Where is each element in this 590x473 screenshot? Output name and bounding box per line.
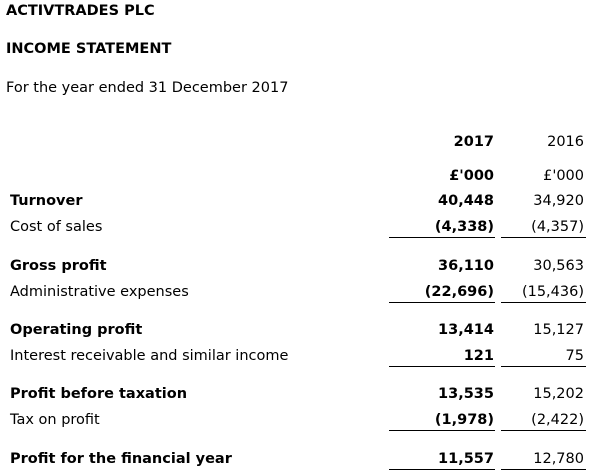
row-label-cost-of-sales: Cost of sales bbox=[10, 219, 103, 235]
column-header-2017: 2017 bbox=[453, 134, 494, 150]
row-label-operating-profit: Operating profit bbox=[10, 322, 143, 338]
subtotal-rule-2017 bbox=[389, 237, 495, 238]
unit-label-2017: £'000 bbox=[449, 168, 494, 184]
row-label-profit-for-the-financial-year: Profit for the financial year bbox=[10, 451, 232, 467]
subtotal-rule-2016 bbox=[501, 302, 586, 303]
total-rule-2017 bbox=[389, 469, 495, 470]
row-value-2017-cost-of-sales: (4,338) bbox=[434, 219, 494, 235]
row-label-interest-receivable: Interest receivable and similar income bbox=[10, 348, 289, 364]
row-value-2016-interest-receivable: 75 bbox=[565, 348, 584, 364]
row-value-2017-profit-for-the-financial-year: 11,557 bbox=[438, 451, 494, 467]
row-value-2017-administrative-expenses: (22,696) bbox=[424, 284, 494, 300]
row-value-2016-administrative-expenses: (15,436) bbox=[521, 284, 584, 300]
row-value-2016-cost-of-sales: (4,357) bbox=[531, 219, 584, 235]
row-value-2016-gross-profit: 30,563 bbox=[533, 258, 584, 274]
row-value-2017-profit-before-taxation: 13,535 bbox=[438, 386, 494, 402]
row-value-2016-tax-on-profit: (2,422) bbox=[531, 412, 584, 428]
subtotal-rule-2017 bbox=[389, 430, 495, 431]
row-value-2017-gross-profit: 36,110 bbox=[438, 258, 494, 274]
row-label-tax-on-profit: Tax on profit bbox=[10, 412, 100, 428]
subtotal-rule-2017 bbox=[389, 366, 495, 367]
subtotal-rule-2016 bbox=[501, 430, 586, 431]
row-value-2017-operating-profit: 13,414 bbox=[438, 322, 494, 338]
total-rule-2016 bbox=[501, 469, 586, 470]
row-value-2016-profit-before-taxation: 15,202 bbox=[533, 386, 584, 402]
row-label-gross-profit: Gross profit bbox=[10, 258, 107, 274]
statement-period: For the year ended 31 December 2017 bbox=[6, 80, 289, 96]
unit-label-2016: £'000 bbox=[543, 168, 584, 184]
row-value-2017-interest-receivable: 121 bbox=[463, 348, 494, 364]
row-value-2017-tax-on-profit: (1,978) bbox=[434, 412, 494, 428]
row-label-profit-before-taxation: Profit before taxation bbox=[10, 386, 188, 402]
statement-title: INCOME STATEMENT bbox=[6, 41, 172, 57]
subtotal-rule-2016 bbox=[501, 237, 586, 238]
column-header-2016: 2016 bbox=[547, 134, 584, 150]
row-value-2017-turnover: 40,448 bbox=[438, 193, 494, 209]
row-value-2016-profit-for-the-financial-year: 12,780 bbox=[533, 451, 584, 467]
row-value-2016-operating-profit: 15,127 bbox=[533, 322, 584, 338]
subtotal-rule-2016 bbox=[501, 366, 586, 367]
row-label-administrative-expenses: Administrative expenses bbox=[10, 284, 189, 300]
row-value-2016-turnover: 34,920 bbox=[533, 193, 584, 209]
subtotal-rule-2017 bbox=[389, 302, 495, 303]
row-label-turnover: Turnover bbox=[10, 193, 83, 209]
company-name: ACTIVTRADES PLC bbox=[6, 3, 155, 19]
